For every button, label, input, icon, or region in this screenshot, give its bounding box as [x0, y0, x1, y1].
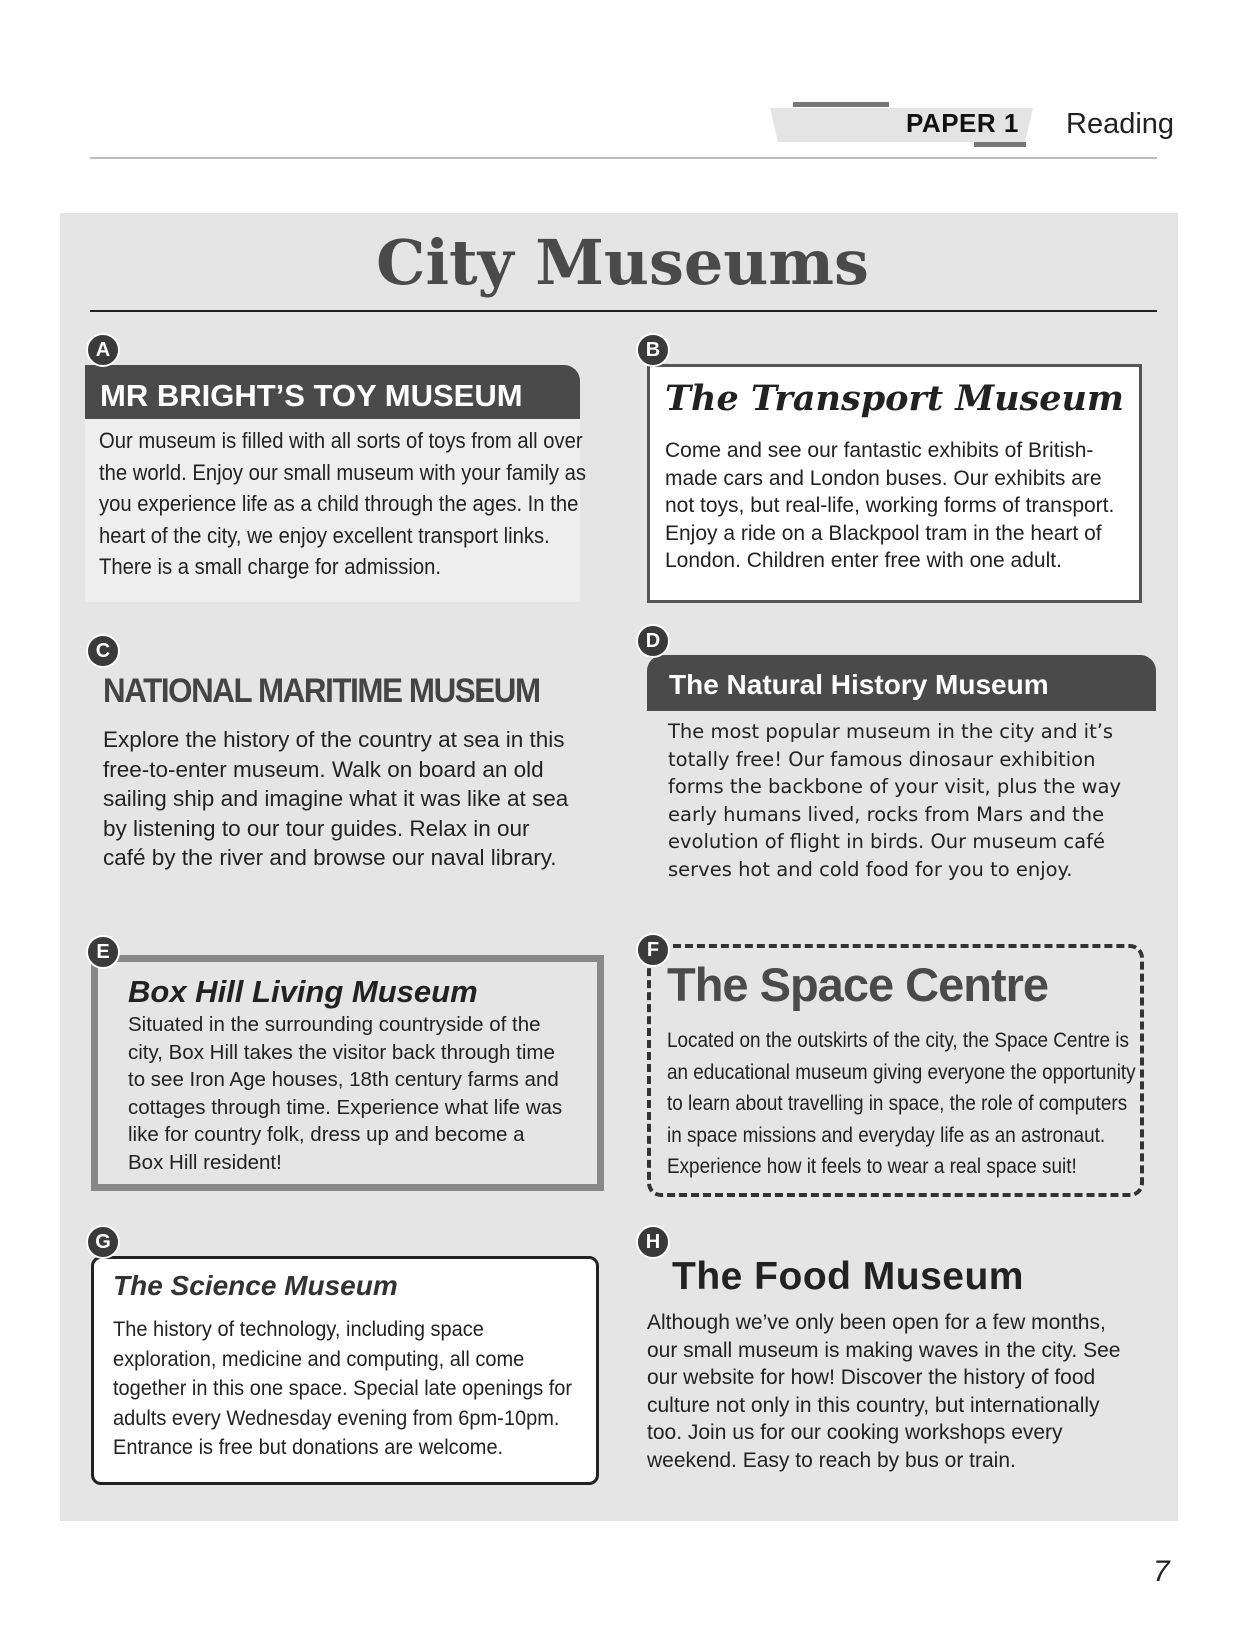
text-line: serves hot and cold food for you to enjoy.: [668, 857, 1073, 881]
text-line: early humans lived, rocks from Mars and the: [668, 802, 1105, 826]
museum-d-text: [668, 718, 1148, 883]
museum-c-title: NATIONAL MARITIME MUSEUM: [103, 672, 540, 710]
text-line: in space missions and everyday life as an astronaut.: [667, 1123, 1106, 1147]
museum-b-text: [665, 437, 1135, 575]
text-line: made cars and London buses. Our exhibits are: [665, 466, 1102, 490]
museum-h-title: The Food Museum: [672, 1255, 1024, 1298]
text-line: our website for how! Discover the history of food: [647, 1366, 1096, 1389]
text-line: totally free! Our famous dinosaur exhibition: [668, 747, 1096, 771]
text-line: weekend. Easy to reach by bus or train.: [647, 1448, 1016, 1472]
text-line: you experience life as a child through the ages. In the: [99, 491, 579, 516]
page-number: 7: [1153, 1555, 1170, 1588]
paper-label: PAPER 1: [906, 108, 1019, 138]
text-line: Box Hill resident!: [128, 1150, 282, 1174]
text-line: to see Iron Age houses, 18th century farms and: [128, 1068, 559, 1091]
text-line: to learn about travelling in space, the role of computers: [667, 1092, 1128, 1115]
text-line: London. Children enter free with one adult.: [665, 549, 1062, 572]
text-line: adults every Wednesday evening from 6pm-10pm.: [113, 1405, 560, 1430]
text-line: Explore the history of the country at sea in this: [103, 727, 565, 752]
text-line: heart of the city, we enjoy excellent transport links.: [99, 522, 550, 548]
museum-g-title: The Science Museum: [113, 1270, 398, 1301]
letter-badge-c: C: [86, 634, 120, 668]
text-line: cottages through time. Experience what life was: [128, 1095, 563, 1119]
text-line: our small museum is making waves in the city. See: [647, 1338, 1121, 1362]
museum-f-text: [667, 1025, 1153, 1183]
text-line: Experience how it feels to wear a real space suit!: [667, 1155, 1077, 1178]
text-line: Situated in the surrounding countryside of the: [128, 1013, 541, 1036]
text-line: Although we’ve only been open for a few months,: [647, 1311, 1106, 1334]
text-line: There is a small charge for admission.: [99, 554, 441, 579]
text-line: Our museum is filled with all sorts of toys from all over: [99, 428, 583, 453]
museum-d-title: The Natural History Museum: [669, 669, 1049, 700]
header-accent-top: [793, 102, 889, 107]
museum-e-title: Box Hill Living Museum: [128, 974, 478, 1009]
text-line: not toys, but real-life, working forms of transport.: [665, 494, 1115, 517]
museum-a-text: [99, 425, 587, 583]
text-line: Located on the outskirts of the city, the Space Centre is: [667, 1029, 1129, 1052]
letter-badge-g: G: [86, 1225, 120, 1259]
text-line: like for country folk, dress up and become a: [128, 1123, 525, 1146]
letter-badge-h: H: [636, 1225, 670, 1259]
text-line: The history of technology, including space: [113, 1317, 484, 1341]
museum-f-title: The Space Centre: [667, 958, 1049, 1011]
text-line: The most popular museum in the city and it’s: [668, 720, 1114, 743]
museum-a-title: MR BRIGHT’S TOY MUSEUM: [100, 378, 523, 413]
section-label: Reading: [1066, 108, 1175, 140]
museum-h-text: [647, 1309, 1147, 1474]
letter-badge-b: B: [636, 333, 670, 367]
text-line: an educational museum giving everyone the opportunity: [667, 1060, 1136, 1084]
text-line: sailing ship and imagine what it was like at sea: [103, 786, 569, 811]
header-divider: [90, 157, 1157, 159]
text-line: exploration, medicine and computing, all come: [113, 1346, 525, 1371]
title-divider: [90, 310, 1157, 312]
museum-g-text: [113, 1315, 583, 1463]
page-title: City Museums: [376, 226, 869, 299]
letter-badge-d: D: [636, 624, 670, 658]
text-line: café by the river and browse our naval library.: [103, 845, 557, 870]
letter-badge-a: A: [86, 333, 120, 367]
text-line: the world. Enjoy our small museum with your family as: [99, 459, 587, 485]
text-line: free-to-enter museum. Walk on board an old: [103, 756, 544, 782]
museum-e-text: [128, 1011, 598, 1176]
text-line: too. Join us for our cooking workshops every: [647, 1421, 1063, 1444]
letter-badge-e: E: [86, 935, 120, 969]
text-line: together in this one space. Special late openings for: [113, 1376, 573, 1400]
header-accent-bottom: [974, 142, 1026, 147]
text-line: by listening to our tour guides. Relax in our: [103, 815, 530, 841]
text-line: Come and see our fantastic exhibits of British-: [665, 439, 1094, 462]
text-line: Enjoy a ride on a Blackpool tram in the heart of: [665, 521, 1102, 545]
text-line: forms the backbone of your visit, plus the way: [668, 775, 1121, 798]
text-line: Entrance is free but donations are welcome.: [113, 1435, 504, 1459]
text-line: city, Box Hill takes the visitor back through time: [128, 1040, 555, 1064]
museum-b-title: The Transport Museum: [665, 378, 1124, 419]
text-line: culture not only in this country, but internationally: [647, 1393, 1100, 1417]
text-line: evolution of flight in birds. Our museum café: [668, 830, 1105, 853]
museum-c-text: [103, 725, 593, 873]
letter-badge-f: F: [636, 933, 670, 967]
